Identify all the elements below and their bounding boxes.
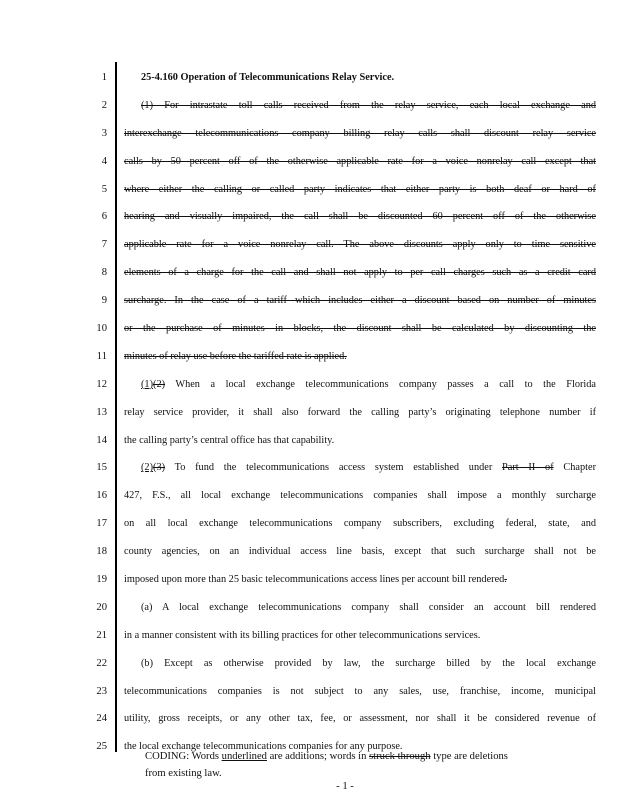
line-number-4: 4	[101, 155, 107, 167]
deleted-text: struck through	[369, 751, 431, 762]
coding-note-line-1	[145, 748, 525, 765]
text-segment: Chapter	[553, 462, 596, 474]
line-number-12: 12	[96, 378, 107, 390]
document-line-14	[124, 427, 596, 455]
deleted-text: elements of a charge for the call and shall not apply to per call charges such as a credit card	[124, 267, 596, 279]
line-number-13: 13	[96, 406, 107, 418]
line-number-17: 17	[96, 518, 107, 530]
document-line-13	[124, 399, 596, 427]
text-segment: CODING: Words	[145, 751, 222, 762]
deleted-text: (2)	[153, 378, 166, 390]
document-line-1	[124, 64, 596, 92]
line-number-9: 9	[101, 295, 107, 307]
added-text: (2)	[141, 462, 154, 474]
deleted-text: or the purchase of minutes in blocks, the discount shall be calculated by discounting the	[124, 323, 596, 335]
line-number-divider	[115, 62, 117, 752]
text-segment: utility, gross receipts, or any other tax, fee, or assessment, nor shall it be considered revenue of	[124, 713, 596, 725]
text-segment: imposed upon more than 25 basic telecommunications access lines per account bill rendered	[124, 574, 505, 586]
page-number: - 1 -	[336, 781, 354, 792]
document-line-24	[124, 705, 596, 733]
deleted-text: where either the calling or called party indicates that either party is both deaf or hard of	[124, 183, 596, 195]
document-line-12	[124, 371, 596, 399]
document-line-22	[124, 650, 596, 678]
line-number-19: 19	[96, 574, 107, 586]
added-text: (1)	[141, 378, 154, 390]
line-number-11: 11	[96, 350, 107, 362]
text-segment: 427, F.S., all local exchange telecommunications companies shall impose a monthly surcharge	[124, 490, 596, 502]
line-number-1: 1	[101, 72, 107, 83]
document-line-11	[124, 343, 596, 371]
deleted-text: calls by 50 percent off of the otherwise applicable rate for a voice nonrelay call except that	[124, 155, 596, 167]
deleted-text: hearing and visually impaired, the call shall be discounted 60 percent off of the otherwise	[124, 211, 596, 223]
text-segment: in a manner consistent with its billing practices for other telecommunications services.	[124, 629, 481, 641]
document-line-8	[124, 259, 596, 287]
line-number-14: 14	[96, 434, 107, 446]
document-line-2	[124, 92, 596, 120]
line-number-25: 25	[96, 741, 107, 753]
line-number-5: 5	[101, 183, 107, 195]
document-line-17	[124, 510, 596, 538]
deleted-text: surcharge. In the case of a tariff which includes either a discount based on number of minutes	[124, 295, 596, 307]
document-line-6	[124, 203, 596, 231]
deleted-text: .	[504, 574, 507, 586]
document-line-4	[124, 148, 596, 176]
document-line-3	[124, 120, 596, 148]
text-segment: When a local exchange telecommunications company passes a call to the Florida	[165, 378, 596, 390]
deleted-text: applicable rate for a voice nonrelay call. The above discounts apply only to time sensitive	[124, 239, 596, 251]
line-number-3: 3	[101, 127, 107, 139]
text-segment: relay service provider, it shall also forward the calling party’s originating telephone number if	[124, 406, 596, 418]
text-segment: on all local exchange telecommunications company subscribers, excluding federal, state, and	[124, 518, 596, 530]
document-line-15	[124, 454, 596, 482]
line-number-22: 22	[96, 657, 107, 669]
line-number-2: 2	[101, 99, 107, 111]
text-segment: county agencies, on an individual access line basis, except that such surcharge shall not be	[124, 546, 596, 558]
document-line-9	[124, 287, 596, 315]
text-segment: type are deletions	[430, 751, 508, 762]
coding-note-line-2	[145, 765, 525, 782]
line-number-8: 8	[101, 267, 107, 279]
document-line-16	[124, 482, 596, 510]
deleted-text: Part II of	[502, 462, 554, 474]
line-number-15: 15	[96, 462, 107, 474]
line-number-6: 6	[101, 211, 107, 223]
deleted-text: (1) For intrastate toll calls received from the relay service, each local exchange and	[141, 99, 596, 111]
text-segment: the calling party’s central office has that capability.	[124, 434, 335, 446]
document-line-7	[124, 231, 596, 259]
text-segment: To fund the telecommunications access system established under	[165, 462, 503, 474]
line-number-18: 18	[96, 546, 107, 558]
line-number-16: 16	[96, 490, 107, 502]
line-number-20: 20	[96, 601, 107, 613]
document-line-20	[124, 594, 596, 622]
line-number-23: 23	[96, 685, 107, 697]
text-segment: from existing law.	[145, 768, 222, 779]
coding-note	[145, 748, 525, 782]
deleted-text: minutes of relay use before the tariffed rate is applied.	[124, 350, 347, 362]
text-segment: (a) A local exchange telecommunications company shall consider an account bill rendered	[141, 601, 596, 613]
text-column	[124, 64, 596, 761]
line-number-10: 10	[96, 323, 107, 335]
text-segment: (b) Except as otherwise provided by law, the surcharge billed by the local exchange	[141, 657, 596, 669]
text-segment: are additions; words in	[266, 751, 370, 762]
line-number-column	[62, 64, 107, 761]
document-line-21	[124, 622, 596, 650]
document-line-10	[124, 315, 596, 343]
added-text: underlined	[221, 751, 267, 762]
deleted-text: (3)	[153, 462, 166, 474]
line-number-24: 24	[96, 713, 107, 725]
line-number-21: 21	[96, 629, 107, 641]
text-segment: telecommunications companies is not subject to any sales, use, franchise, income, municipal	[124, 685, 596, 697]
document-line-18	[124, 538, 596, 566]
line-number-7: 7	[101, 239, 107, 251]
text-segment: the local exchange telecommunications companies for any purpose.	[124, 741, 403, 753]
document-line-5	[124, 176, 596, 204]
document-line-23	[124, 678, 596, 706]
document-line-19	[124, 566, 596, 594]
deleted-text: interexchange telecommunications company billing relay calls shall discount relay service	[124, 127, 596, 139]
section-title-text: 25-4.160 Operation of Telecommunications Relay Service.	[141, 72, 395, 83]
